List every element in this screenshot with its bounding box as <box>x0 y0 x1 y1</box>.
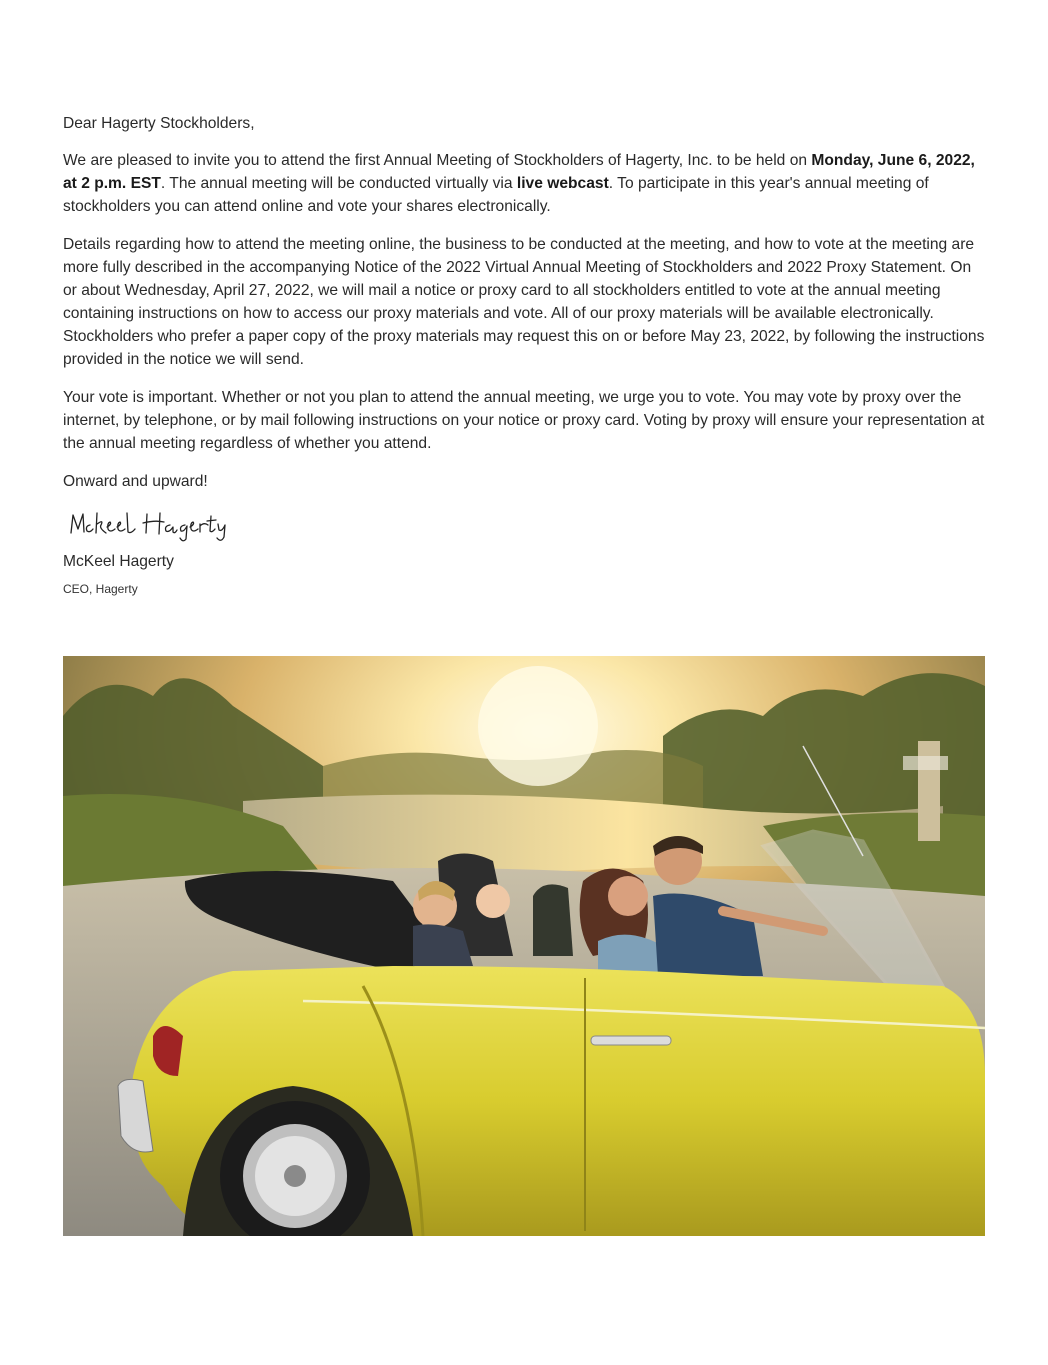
paragraph-invitation <box>63 149 988 218</box>
signer-name: McKeel Hagerty <box>63 553 174 570</box>
letter-body <box>63 112 988 508</box>
meeting-date: Monday, June 6, 2022, at 2 p.m. EST <box>63 152 975 192</box>
greeting: Dear Hagerty Stockholders, <box>63 115 255 132</box>
family-convertible-photo <box>63 656 985 1236</box>
closing: Onward and upward! <box>63 473 208 490</box>
signer-title: CEO, Hagerty <box>63 582 138 596</box>
invitation-text-c: . To participate in this year's annual meeting of stockholders you can attend online and vote your shares electronically. <box>63 175 929 215</box>
paragraph-vote: Your vote is important. Whether or not you plan to attend the annual meeting, we urge you to vote. You may vote by proxy over the internet, by telephone, or by mail following instructions on your notice or proxy card. Voting by proxy will ensure your representation at the annual meeting regardless of whether you attend. <box>63 389 985 452</box>
invitation-text-b: . The annual meeting will be conducted virtually via <box>160 175 517 192</box>
live-webcast: live webcast <box>516 175 609 192</box>
paragraph-details: Details regarding how to attend the meeting online, the business to be conducted at the meeting, and how to vote at the meeting are more fully described in the accompanying Notice of the 2022 Virtual Annual Meeting of Stockholders and 2022 Proxy Statement. On or about Wednesday, April 27, 2022, we will mail a notice or proxy card to all stockholders entitled to vote at the annual meeting containing instructions on how to access our proxy materials and vote. All of our proxy materials will be available electronically. Stockholders who prefer a paper copy of the proxy materials may request this on or before May 23, 2022, by following the instructions provided in the notice we will send. <box>63 236 985 368</box>
signature <box>63 505 243 545</box>
invitation-text-a: We are pleased to invite you to attend the first Annual Meeting of Stockholders of Hagerty, Inc. to be held on <box>63 152 812 169</box>
